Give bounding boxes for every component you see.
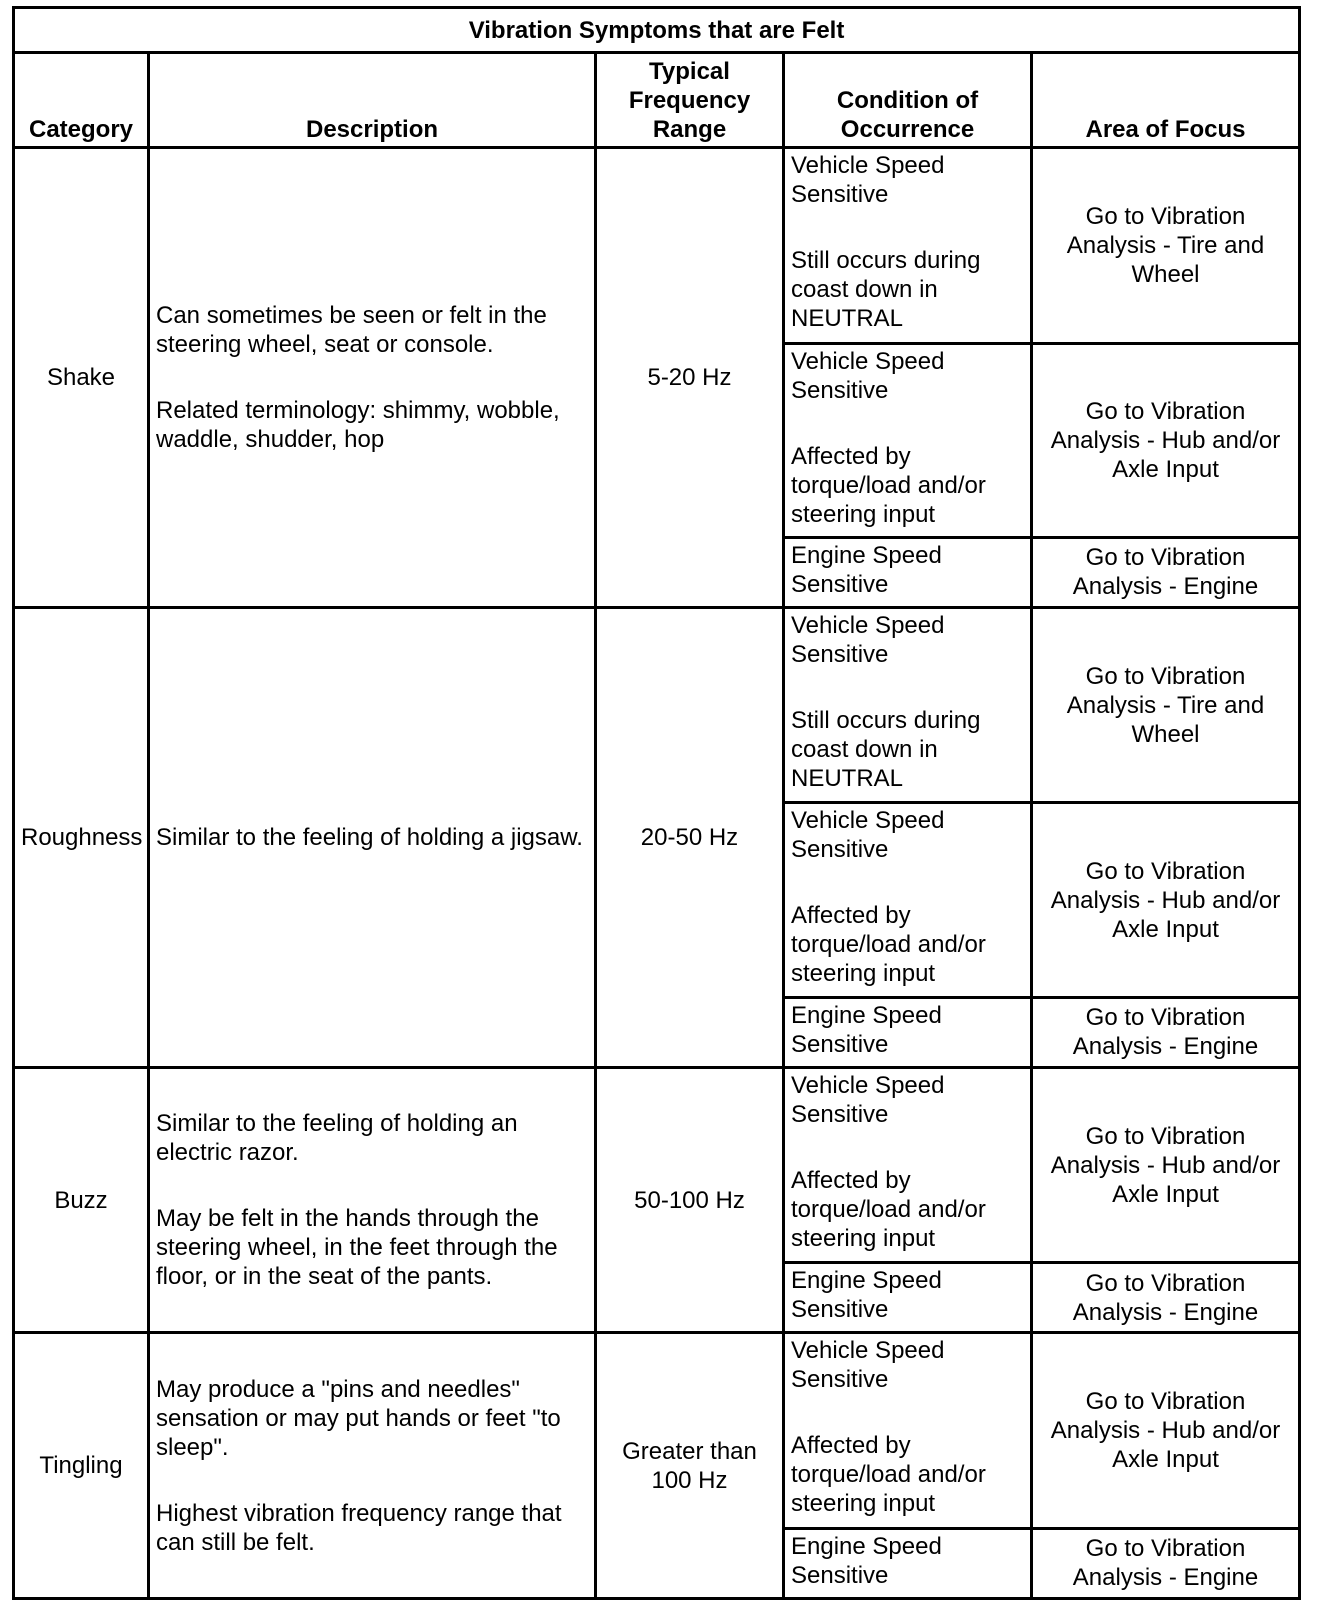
condition-cell [784,1263,1032,1333]
table-row [14,1067,1300,1263]
vibration-symptoms-document [12,6,1298,1600]
condition-primary: Vehicle Speed Sensitive [791,1071,945,1128]
area-of-focus-cell: Go to Vibration Analysis - Engine [1032,1528,1300,1598]
area-of-focus-cell: Go to Vibration Analysis - Hub and/or Axle Input [1032,803,1300,997]
condition-primary: Engine Speed Sensitive [791,542,942,598]
description-paragraph: May produce a "pins and needles" sensation or may put hands or feet "to sleep". [156,1375,561,1461]
category-cell: Shake [14,148,149,608]
description-paragraph: May be felt in the hands through the steering wheel, in the feet through the floor, or in the seat of the pants. [156,1205,558,1291]
condition-secondary: Still occurs during coast down in NEUTRAL [791,247,981,332]
condition-primary: Vehicle Speed Sensitive [791,347,945,404]
area-of-focus-cell: Go to Vibration Analysis - Tire and Wheel [1032,148,1300,344]
condition-secondary: Affected by torque/load and/or steering input [791,1166,986,1252]
frequency-cell: 50-100 Hz [596,1067,784,1332]
condition-primary: Engine Speed Sensitive [791,1001,942,1058]
description-cell [149,1333,596,1599]
area-of-focus-cell: Go to Vibration Analysis - Engine [1032,538,1300,608]
condition-primary: Vehicle Speed Sensitive [791,807,945,864]
title-row [14,8,1300,53]
frequency-cell: 5-20 Hz [596,148,784,608]
table-row [14,607,1300,803]
condition-cell [784,997,1032,1067]
condition-spacer [791,405,1024,442]
condition-secondary: Still occurs during coast down in NEUTRAL [791,706,981,792]
area-of-focus-cell: Go to Vibration Analysis - Hub and/or Axle Input [1032,1067,1300,1263]
area-of-focus-cell: Go to Vibration Analysis - Hub and/or Axle Input [1032,343,1300,537]
area-of-focus-cell: Go to Vibration Analysis - Engine [1032,997,1300,1067]
description-cell [149,148,596,608]
description-paragraph: Highest vibration frequency range that can still be felt. [156,1499,562,1556]
category-cell: Roughness [14,607,149,1067]
area-of-focus-cell: Go to Vibration Analysis - Tire and Wheel [1032,607,1300,803]
condition-cell [784,1528,1032,1598]
header-area: Area of Focus [1032,53,1300,148]
condition-spacer [791,1394,1024,1431]
condition-secondary: Affected by torque/load and/or steering input [791,902,986,988]
condition-secondary: Affected by torque/load and/or steering input [791,1432,986,1518]
condition-cell [784,148,1032,344]
vibration-symptoms-table [12,6,1301,1600]
condition-spacer [791,209,1024,246]
condition-spacer [791,864,1024,901]
header-frequency: Typical Frequency Range [596,53,784,148]
condition-spacer [791,1129,1024,1166]
condition-cell [784,1067,1032,1263]
table-row [14,1333,1300,1529]
condition-primary: Vehicle Speed Sensitive [791,152,945,208]
table-title: Vibration Symptoms that are Felt [14,8,1300,53]
description-cell [149,1067,596,1332]
category-cell: Buzz [14,1067,149,1332]
header-description: Description [149,53,596,148]
condition-cell [784,1333,1032,1529]
frequency-cell: Greater than 100 Hz [596,1333,784,1599]
condition-primary: Vehicle Speed Sensitive [791,611,945,668]
category-cell: Tingling [14,1333,149,1599]
condition-cell [784,538,1032,608]
description-paragraph: Similar to the feeling of holding a jigsaw. [156,823,583,851]
header-condition: Condition of Occurrence [784,53,1032,148]
header-row [14,53,1300,148]
description-paragraph: Can sometimes be seen or felt in the steering wheel, seat or console. [156,301,547,358]
condition-primary: Engine Speed Sensitive [791,1267,942,1324]
condition-spacer [791,669,1024,706]
condition-secondary: Affected by torque/load and/or steering input [791,442,986,528]
condition-primary: Vehicle Speed Sensitive [791,1337,945,1394]
area-of-focus-cell: Go to Vibration Analysis - Hub and/or Axle Input [1032,1333,1300,1529]
description-cell [149,607,596,1067]
area-of-focus-cell: Go to Vibration Analysis - Engine [1032,1263,1300,1333]
table-body [14,148,1300,1599]
description-paragraph: Related terminology: shimmy, wobble, waddle, shudder, hop [156,396,560,453]
condition-primary: Engine Speed Sensitive [791,1532,942,1589]
description-paragraph: Similar to the feeling of holding an electric razor. [156,1110,518,1167]
condition-cell [784,803,1032,997]
frequency-cell: 20-50 Hz [596,607,784,1067]
table-row [14,148,1300,344]
condition-cell [784,343,1032,537]
condition-cell [784,607,1032,803]
header-category: Category [14,53,149,148]
